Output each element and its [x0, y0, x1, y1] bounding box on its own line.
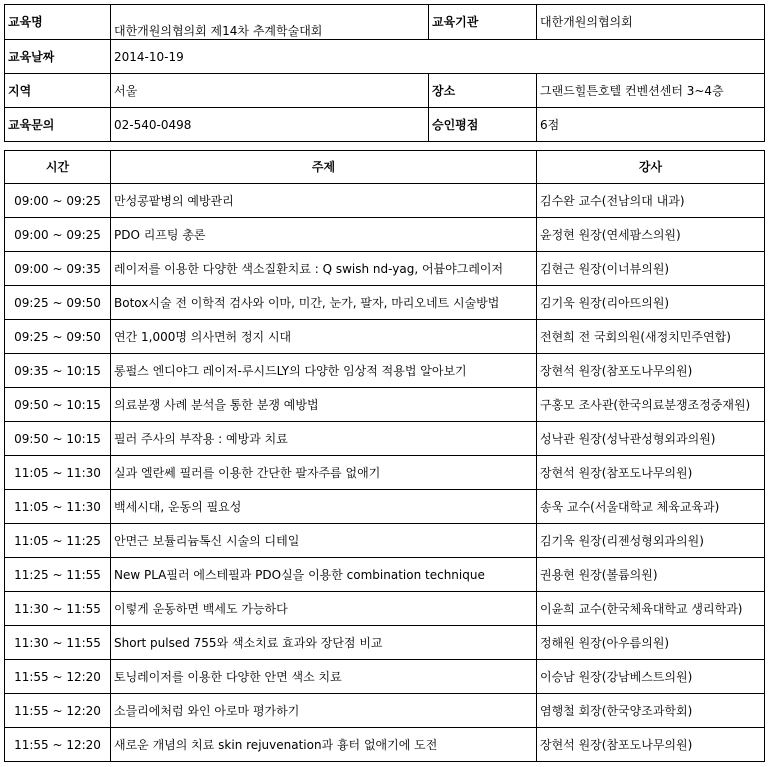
venue-label: 장소 [429, 74, 537, 108]
speaker-cell: 전현희 전 국회의원(새정치민주연합) [537, 320, 765, 354]
schedule-row [5, 626, 765, 660]
schedule-row [5, 252, 765, 286]
info-row [5, 108, 765, 142]
speaker-column-header: 강사 [537, 151, 765, 184]
speaker-cell: 김기욱 원장(리아뜨의원) [537, 286, 765, 320]
topic-cell: Short pulsed 755와 색소치료 효과와 장단점 비교 [111, 626, 537, 660]
topic-cell: 새로운 개념의 치료 skin rejuvenation과 흉터 없애기에 도전 [111, 728, 537, 762]
time-cell: 09:25 ~ 09:50 [5, 286, 111, 320]
institution-label: 교육기관 [429, 5, 537, 40]
schedule-row [5, 456, 765, 490]
contact-value: 02-540-0498 [111, 108, 429, 142]
topic-cell: 소믈리에처럼 와인 아로마 평가하기 [111, 694, 537, 728]
schedule-body [5, 184, 765, 762]
schedule-row [5, 184, 765, 218]
topic-cell: 만성콩팥병의 예방관리 [111, 184, 537, 218]
topic-column-header: 주제 [111, 151, 537, 184]
topic-cell: 백세시대, 운동의 필요성 [111, 490, 537, 524]
time-cell: 09:50 ~ 10:15 [5, 422, 111, 456]
topic-cell: 안면근 보튤리늄톡신 시술의 디테일 [111, 524, 537, 558]
speaker-cell: 송욱 교수(서울대학교 체육교육과) [537, 490, 765, 524]
course-date-value: 2014-10-19 [111, 40, 765, 74]
time-cell: 09:25 ~ 09:50 [5, 320, 111, 354]
topic-cell: 레이저를 이용한 다양한 색소질환치료 : Q swish nd-yag, 어븀야그레이저 [111, 252, 537, 286]
time-cell: 11:25 ~ 11:55 [5, 558, 111, 592]
region-value: 서울 [111, 74, 429, 108]
speaker-cell: 권용현 원장(볼륨의원) [537, 558, 765, 592]
schedule-row [5, 490, 765, 524]
speaker-cell: 김기욱 원장(리젠성형외과의원) [537, 524, 765, 558]
topic-cell: 실과 엘란쎄 필러를 이용한 간단한 팔자주름 없애기 [111, 456, 537, 490]
topic-cell: PDO 리프팅 총론 [111, 218, 537, 252]
speaker-cell: 구홍모 조사관(한국의료분쟁조정중재원) [537, 388, 765, 422]
topic-cell: 필러 주사의 부작용 : 예방과 치료 [111, 422, 537, 456]
speaker-cell: 장현석 원장(참포도나무의원) [537, 728, 765, 762]
schedule-header-row [5, 151, 765, 184]
speaker-cell: 성낙관 원장(성낙관성형외과의원) [537, 422, 765, 456]
course-name-value: 대한개원의협의회 제14차 추계학술대회 [111, 5, 429, 40]
schedule-row [5, 660, 765, 694]
topic-cell: 연간 1,000명 의사면허 정지 시대 [111, 320, 537, 354]
time-cell: 09:00 ~ 09:35 [5, 252, 111, 286]
credit-points-label: 승인평점 [429, 108, 537, 142]
time-cell: 11:05 ~ 11:30 [5, 456, 111, 490]
schedule-table [4, 150, 765, 762]
time-cell: 11:30 ~ 11:55 [5, 592, 111, 626]
topic-cell: 롱펄스 엔디야그 레이저-루시드LY의 다양한 임상적 적용법 알아보기 [111, 354, 537, 388]
course-info-table [4, 4, 765, 142]
topic-cell: 의료분쟁 사례 분석을 통한 분쟁 예방법 [111, 388, 537, 422]
info-row [5, 5, 765, 40]
time-cell: 09:00 ~ 09:25 [5, 184, 111, 218]
schedule-row [5, 388, 765, 422]
course-name-label: 교육명 [5, 5, 111, 40]
schedule-row [5, 422, 765, 456]
time-cell: 11:05 ~ 11:25 [5, 524, 111, 558]
time-cell: 11:30 ~ 11:55 [5, 626, 111, 660]
speaker-cell: 장현석 원장(참포도나무의원) [537, 456, 765, 490]
schedule-row [5, 694, 765, 728]
info-row [5, 74, 765, 108]
speaker-cell: 염행철 회장(한국양조과학회) [537, 694, 765, 728]
course-date-label: 교육날짜 [5, 40, 111, 74]
time-cell: 11:05 ~ 11:30 [5, 490, 111, 524]
region-label: 지역 [5, 74, 111, 108]
schedule-row [5, 218, 765, 252]
schedule-row [5, 354, 765, 388]
topic-cell: New PLA필러 에스테필과 PDO실을 이용한 combination technique [111, 558, 537, 592]
time-cell: 09:35 ~ 10:15 [5, 354, 111, 388]
speaker-cell: 김수완 교수(전남의대 내과) [537, 184, 765, 218]
speaker-cell: 이윤희 교수(한국체육대학교 생리학과) [537, 592, 765, 626]
speaker-cell: 장현석 원장(참포도나무의원) [537, 354, 765, 388]
time-cell: 11:55 ~ 12:20 [5, 694, 111, 728]
time-cell: 09:00 ~ 09:25 [5, 218, 111, 252]
venue-value: 그랜드힐튼호텔 컨벤션센터 3~4층 [537, 74, 765, 108]
topic-cell: Botox시술 전 이학적 검사와 이마, 미간, 눈가, 팔자, 마리오네트 시술방법 [111, 286, 537, 320]
time-cell: 09:50 ~ 10:15 [5, 388, 111, 422]
schedule-row [5, 286, 765, 320]
speaker-cell: 김현근 원장(이너뷰의원) [537, 252, 765, 286]
schedule-row [5, 728, 765, 762]
topic-cell: 이렇게 운동하면 백세도 가능하다 [111, 592, 537, 626]
credit-points-value: 6점 [537, 108, 765, 142]
schedule-row [5, 524, 765, 558]
speaker-cell: 정해원 원장(아우름의원) [537, 626, 765, 660]
institution-value: 대한개원의협의회 [537, 5, 765, 40]
speaker-cell: 윤정현 원장(연세팜스의원) [537, 218, 765, 252]
schedule-row [5, 558, 765, 592]
info-row [5, 40, 765, 74]
topic-cell: 토닝레이저를 이용한 다양한 안면 색소 치료 [111, 660, 537, 694]
time-cell: 11:55 ~ 12:20 [5, 728, 111, 762]
schedule-row [5, 320, 765, 354]
time-cell: 11:55 ~ 12:20 [5, 660, 111, 694]
contact-label: 교육문의 [5, 108, 111, 142]
schedule-row [5, 592, 765, 626]
speaker-cell: 이승남 원장(강남베스트의원) [537, 660, 765, 694]
time-column-header: 시간 [5, 151, 111, 184]
